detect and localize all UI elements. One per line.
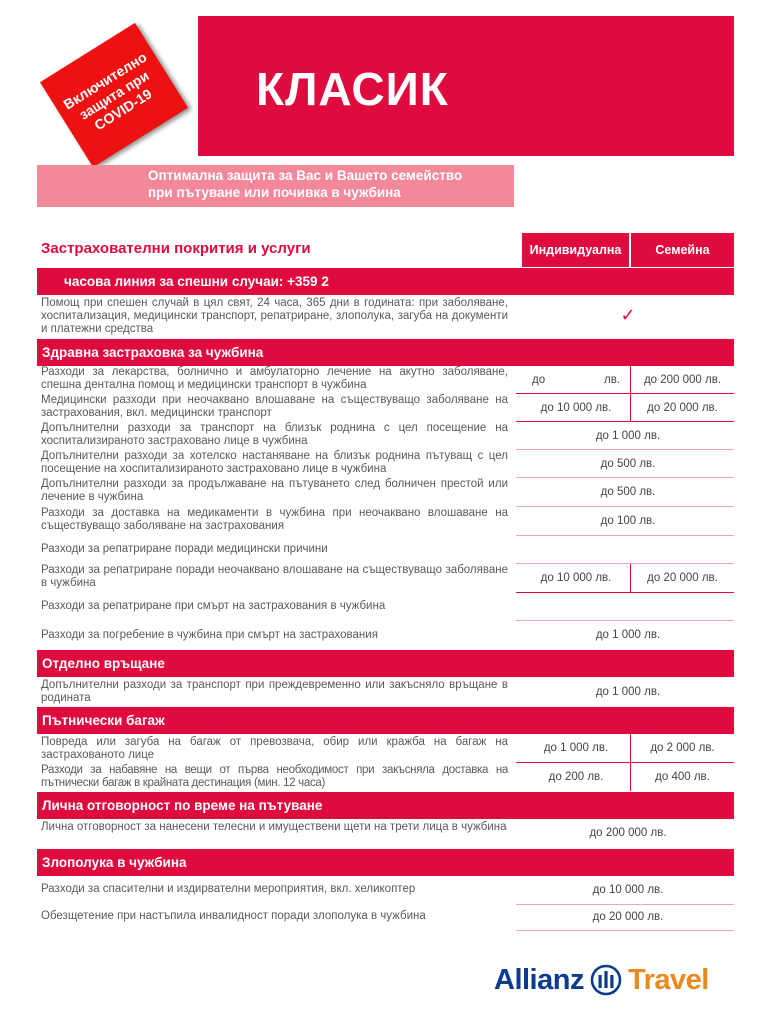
row-medical-individual: [522, 366, 630, 393]
coverage-header: Застрахователни покрития и услуги: [41, 240, 311, 257]
allianz-eagle-icon: [590, 964, 622, 996]
row-repatriation-pre: Разходи за репатриране поради неочаквано влошаване на съществуващо заболяване в чужбина: [41, 564, 508, 589]
row-repatriation-death: Разходи за репатриране при смърт на застрахования в чужбина: [41, 600, 386, 612]
row-relative-transport: Допълнителни разходи за транспорт на близък роднина с цел посещение на хоспитализираното застраховано лице в чужбина: [41, 422, 508, 447]
row-luggage-damage-individual: до 1 000 лв.: [543, 742, 609, 754]
row-extension: Допълнителни разходи за продължаване на пътуването след болничен престой или лечение в чужбина: [41, 478, 508, 503]
section-health: Здравна застраховка за чужбина: [37, 339, 734, 366]
row-luggage-damage-family: до 2 000 лв.: [650, 742, 715, 754]
section-hotline: часова линия за спешни случаи: +359 2: [37, 268, 734, 295]
col-head-individual: Индивидуална: [522, 233, 629, 267]
row-disability: Обезщетение при настъпила инвалидност поради злополука в чужбина: [41, 910, 426, 922]
covid-badge: [40, 23, 188, 167]
row-early-return-value: до 1 000 лв.: [595, 686, 661, 698]
row-assistance: Помощ при спешен случай в цял свят, 24 часа, 365 дни в годината: при заболяване, хоспитализация, медицински транспорт, репатриране, злополука, загуба на документи и платежни средства: [41, 297, 508, 335]
row-extension-value: до 500 лв.: [600, 486, 656, 498]
row-assistance-value: [522, 297, 734, 333]
allianz-travel-logo: [494, 960, 709, 1000]
row-disability-value: до 20 000 лв.: [592, 911, 664, 923]
row-relative-hotel: Допълнителни разходи за хотелско настаняване на близък роднина пътуващ с цел посещение на хоспитализираното застраховано лице в чужбина: [41, 450, 508, 475]
row-luggage-delay-family: до 400 лв.: [655, 771, 710, 783]
row-preexisting-family: до 20 000 лв.: [647, 401, 718, 414]
row-early-return: Допълнителни разходи за транспорт при преждевременно или закъсняло връщане в родината: [41, 679, 508, 704]
section-accident: Злополука в чужбина: [37, 849, 734, 876]
row-liability: Лична отговорност за нанесени телесни и имуществени щети на трети лица в чужбина: [41, 821, 507, 833]
page-subtitle: Оптимална защита за Вас и Вашето семейство при пътуване или почивка в чужбина: [148, 168, 463, 200]
medical-ind-suffix: лв.: [603, 373, 620, 386]
row-preexisting-individual: до 10 000 лв.: [540, 401, 612, 414]
row-repatriation: Разходи за репатриране поради медицински причини: [41, 543, 328, 555]
row-repatriation-pre-family: до 20 000 лв.: [647, 572, 718, 584]
row-burial-value: до 1 000 лв.: [595, 629, 661, 641]
row-rescue: Разходи за спасителни и издирвателни мероприятия, вкл. хеликоптер: [41, 883, 416, 895]
row-relative-transport-value: до 1 000 лв.: [595, 429, 661, 442]
medical-ind-prefix: до: [532, 373, 546, 386]
row-burial: Разходи за погребение в чужбина при смърт на застрахования: [41, 629, 378, 641]
row-luggage-damage: Повреда или загуба на багаж от превозвача, обир или кражба на багаж на застрахованото лице: [41, 736, 508, 761]
col-head-family: Семейна: [631, 233, 734, 267]
row-medical: Разходи за лекарства, болнично и амбулаторно лечение на акутно заболяване, спешна дентална помощ и медицински транспорт в чужбина: [41, 366, 508, 391]
row-rescue-value: до 10 000 лв.: [592, 884, 664, 896]
row-luggage-delay-individual: до 200 лв.: [548, 771, 604, 783]
row-medication: Разходи за доставка на медикаменти в чужбина при неочаквано влошаване на съществуващо заболяване на застрахования: [41, 507, 508, 532]
page-title: КЛАСИК: [256, 63, 449, 115]
row-luggage-delay: Разходи за набавяне на вещи от първа необходимост при закъсняла доставка на пътнически багаж в крайната дестинация (мин. 12 часа): [41, 764, 508, 789]
check-icon: ✓: [620, 304, 636, 325]
logo-brand: Allianz: [494, 963, 584, 996]
logo-product: Travel: [627, 963, 709, 996]
covid-badge-text: Включително защита при COVID-19: [60, 48, 155, 133]
section-return: Отделно връщане: [37, 650, 734, 677]
row-relative-hotel-value: до 500 лв.: [600, 457, 656, 470]
row-medication-value: до 100 лв.: [600, 515, 656, 527]
section-liability: Лична отговорност по време на пътуване: [37, 792, 734, 819]
row-liability-value: до 200 000 лв.: [589, 827, 667, 839]
row-preexisting: Медицински разходи при неочаквано влошаване на съществуващо заболяване на застрахования, вкл. медицински транспорт: [41, 394, 508, 419]
row-repatriation-pre-individual: до 10 000 лв.: [540, 572, 612, 584]
row-medical-family: до 200 000 лв.: [643, 373, 722, 386]
section-luggage: Пътнически багаж: [37, 707, 734, 734]
